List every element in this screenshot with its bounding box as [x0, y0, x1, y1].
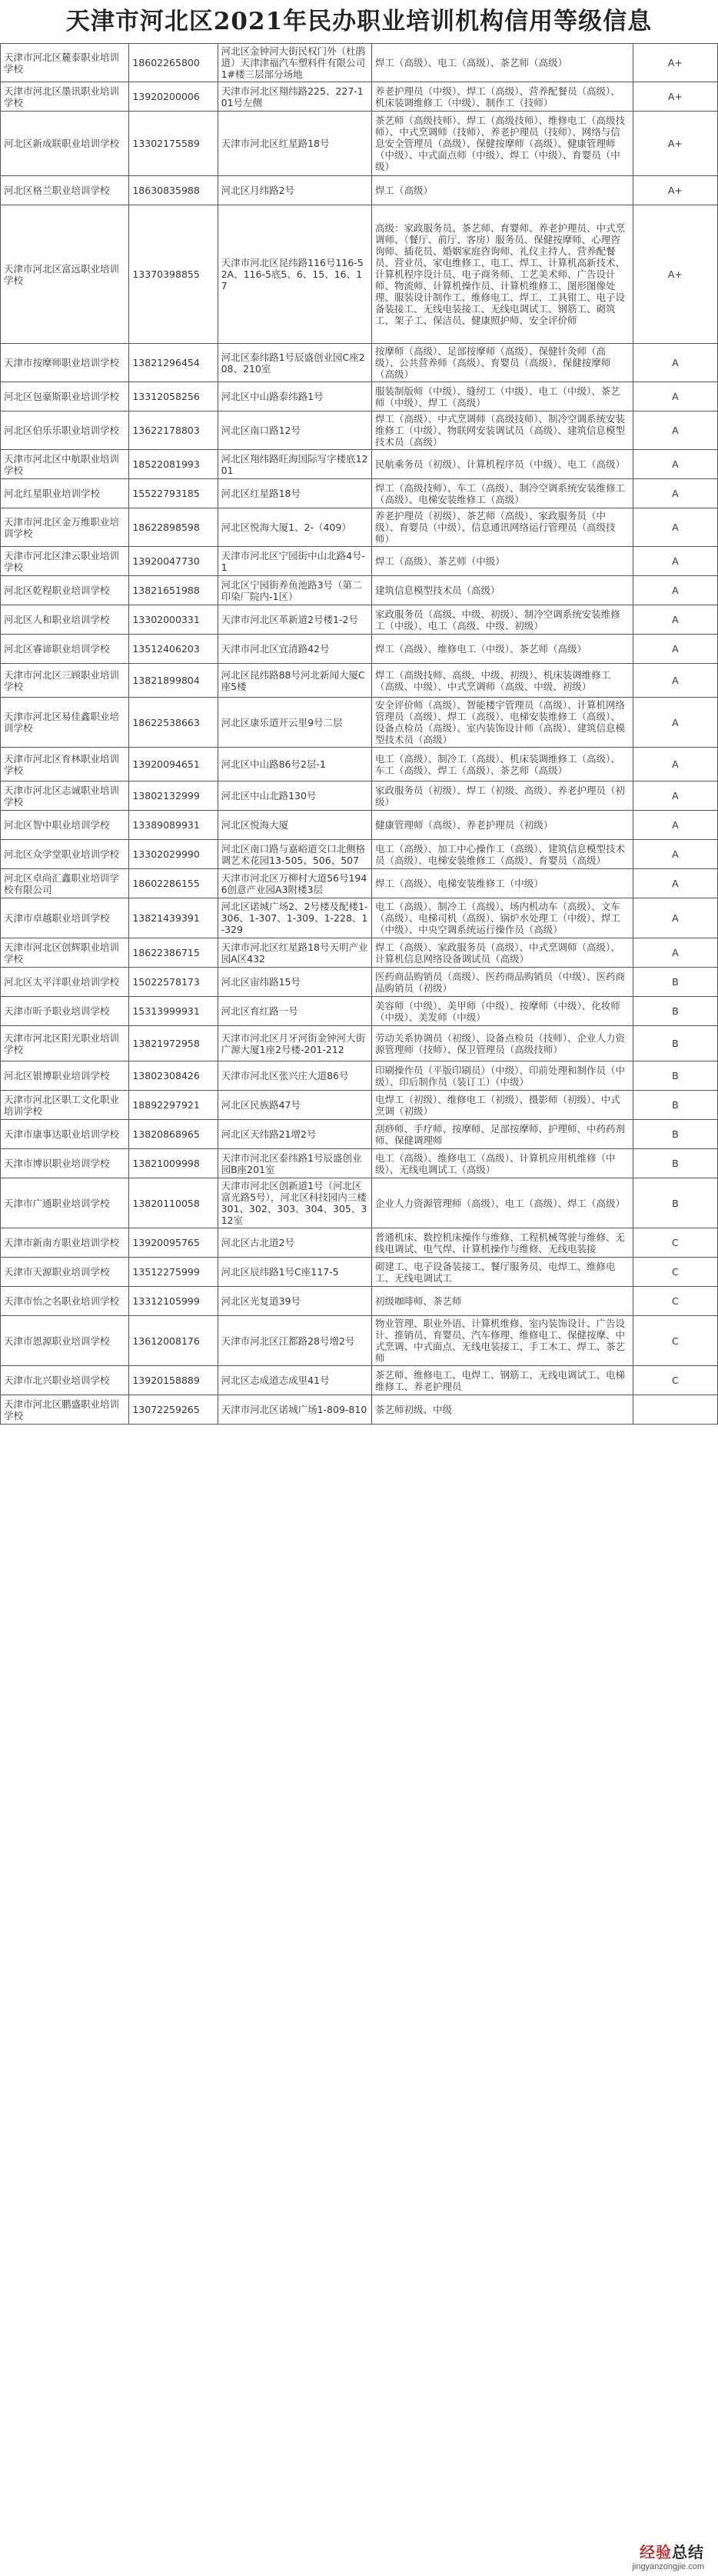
grade-cell: B [633, 1120, 717, 1149]
grade-cell: A [633, 664, 717, 698]
courses-cell: 服装制版师（中级）、缝纫工（中级）、电工（中级）、茶艺师（中级）、焊工（高级） [372, 382, 633, 412]
grade-cell: A [633, 840, 717, 869]
org-cell: 河北区包豪斯职业培训学校 [1, 382, 129, 412]
table-row [1, 997, 718, 1026]
grade-cell: A [633, 698, 717, 748]
org-cell: 天津市河北区育林职业培训学校 [1, 748, 129, 781]
courses-cell: 电工（高级）、制冷工（高级）、场内机动车（高级）、文车（高级）、电梯司机（高级）、锅炉水处理工（中级）、焊工（中级）、中央空调系统运行操作员（高级） [372, 898, 633, 938]
courses-cell: 焊工（高级）、家政服务员（高级）、中式烹调师（高级）、计算机信息网络设备调试员（高级） [372, 938, 633, 968]
courses-cell: 民航乘务员（初级）、计算机程序员（中级）、电工（高级） [372, 450, 633, 479]
grade-cell: A [633, 576, 717, 605]
phone-cell: 13920094651 [129, 748, 218, 781]
grade-cell: B [633, 1149, 717, 1178]
table-row [1, 1120, 718, 1149]
phone-cell: 13821296454 [129, 344, 218, 382]
address-cell: 河北区民族路47号 [218, 1091, 371, 1120]
phone-cell: 15522793185 [129, 479, 218, 508]
site-watermark [632, 2540, 704, 2571]
org-cell: 天津市河北区麓泰职业培训学校 [1, 44, 129, 82]
org-cell: 河北区太平洋职业培训学校 [1, 968, 129, 997]
org-cell: 天津市河北区志诚职业培训学校 [1, 781, 129, 811]
table-row [1, 1395, 718, 1425]
courses-cell: 美容师（中级）、美甲师（中级）、按摩师（中级）、化妆师（中级）、美发师（中级） [372, 997, 633, 1026]
org-cell: 天津市河北区鹏盛职业培训学校 [1, 1395, 129, 1425]
table-row [1, 811, 718, 840]
grade-cell: C [633, 1228, 717, 1258]
courses-cell: 印刷操作员（平版印刷员）（中级）、印前处理和制作员（中级）、印后制作员（装订工）（中级） [372, 1061, 633, 1091]
org-cell: 天津市河北区富远职业培训学校 [1, 205, 129, 344]
address-cell: 河北区宙纬路15号 [218, 968, 371, 997]
org-cell: 天津市河北区墨讯职业培训学校 [1, 82, 129, 112]
org-cell: 河北红星职业培训学校 [1, 479, 129, 508]
grade-cell: A [633, 898, 717, 938]
phone-cell: 13821651988 [129, 576, 218, 605]
courses-cell: 焊工（高级） [372, 176, 633, 205]
table-row [1, 748, 718, 781]
table-row [1, 1366, 718, 1395]
grade-cell: A+ [633, 112, 717, 176]
courses-cell: 养老护理员（初级）、茶艺师（高级）、家政服务员（中级）、育婴员（中级）、信息通讯网络运行管理员（高级技师） [372, 508, 633, 547]
address-cell: 天津市河北区红星路18号天明产业园A区432 [218, 938, 371, 968]
address-cell: 河北区中山北路130号 [218, 781, 371, 811]
table-row [1, 1316, 718, 1366]
courses-cell: 焊工（高级技师）、车工（高级）、制冷空调系统安装维修工（高级）、电梯安装维修工（高级） [372, 479, 633, 508]
table-row [1, 205, 718, 344]
address-cell: 天津市河北区革新道2号楼1-2号 [218, 605, 371, 635]
phone-cell: 18522081993 [129, 450, 218, 479]
table-row [1, 382, 718, 412]
address-cell: 河北区金钟河大街民权门外（杜鹃道）天津津福汽车塑料件有限公司1#楼三层部分场地 [218, 44, 371, 82]
phone-cell: 13622178803 [129, 412, 218, 450]
grade-cell: A [633, 605, 717, 635]
grade-cell: A [633, 344, 717, 382]
phone-cell: 13612008176 [129, 1316, 218, 1366]
phone-cell: 18602286155 [129, 869, 218, 898]
courses-cell: 砌建工、电子设备装接工、餐厅服务员、电焊工、维修电工、无线电调试工 [372, 1258, 633, 1287]
address-cell: 河北区红星路18号 [218, 479, 371, 508]
table-row [1, 547, 718, 576]
address-cell: 天津市河北区月牙河街金钟河大街广源大厦1座2号楼-201-212 [218, 1026, 371, 1061]
phone-cell: 13820868965 [129, 1120, 218, 1149]
org-cell: 天津市按摩师职业培训学校 [1, 344, 129, 382]
org-cell: 河北区众学堂职业培训学校 [1, 840, 129, 869]
grade-cell: B [633, 1061, 717, 1091]
courses-cell: 按摩师（高级）、足部按摩师（高级）、保健针灸师（高级）、公共营养师（高级）、育婴员（高级）、保健按摩师（高级） [372, 344, 633, 382]
address-cell: 河北区中山路86号2层-1 [218, 748, 371, 781]
phone-cell: 18622386715 [129, 938, 218, 968]
org-cell: 天津市河北区中航职业培训学校 [1, 450, 129, 479]
grade-cell: A [633, 869, 717, 898]
address-cell: 天津市河北区泰纬路1号辰盛创业园B座201室 [218, 1149, 371, 1178]
courses-cell: 电工（高级）、加工中心操作工（高级）、建筑信息模型技术员（高级）、电梯安装维修工（高级）、育婴员（高级） [372, 840, 633, 869]
table-row [1, 44, 718, 82]
address-cell: 河北区诺城广场2、2号楼及配楼1-306、1-307、1-309、1-228、1-329 [218, 898, 371, 938]
courses-cell: 焊工（高级）、茶艺师（中级） [372, 547, 633, 576]
table-row [1, 450, 718, 479]
table-row [1, 1091, 718, 1120]
table-row [1, 898, 718, 938]
address-cell: 河北区光复道39号 [218, 1287, 371, 1316]
phone-cell: 13302175589 [129, 112, 218, 176]
org-cell: 天津市怡之名职业培训学校 [1, 1287, 129, 1316]
table-row [1, 1149, 718, 1178]
address-cell: 河北区泰纬路1号辰盛创业园C座208、210室 [218, 344, 371, 382]
courses-cell: 焊工（高级）、电工（高级）、茶艺师（高级） [372, 44, 633, 82]
grade-cell: C [633, 1366, 717, 1395]
courses-cell: 劳动关系协调员（初级）、设备点检员（技师）、企业人力资源管理师（技师）、保卫管理员（高级技师） [372, 1026, 633, 1061]
table-row [1, 635, 718, 664]
phone-cell: 13920047730 [129, 547, 218, 576]
grade-cell: A [633, 635, 717, 664]
org-cell: 天津市河北区职工文化职业培训学校 [1, 1091, 129, 1120]
courses-cell: 焊工（高级）、维修电工（中级）、茶艺师（高级） [372, 635, 633, 664]
phone-cell: 18622898598 [129, 508, 218, 547]
address-cell: 河北区南口路与嘉峪道交口北侧格调艺术花园13-505、506、507 [218, 840, 371, 869]
phone-cell: 13312058256 [129, 382, 218, 412]
address-cell: 天津市河北区万柳村大道56号1946创意产业园A3附楼3层 [218, 869, 371, 898]
phone-cell: 13920095765 [129, 1228, 218, 1258]
courses-cell: 电工（高级）、维修电工（高级）、计算机应用机维修（中级）、无线电调试工（高级） [372, 1149, 633, 1178]
address-cell: 河北区南口路12号 [218, 412, 371, 450]
grade-cell: A [633, 811, 717, 840]
grade-cell: A [633, 938, 717, 968]
courses-cell: 物业管理、职业外语、计算机维修、室内装饰设计、广告设计、推销员、育婴员、汽车修理、维修电工、保健按摩、中式烹调、中式面点、无线电装接工、手工木工、焊工、茶艺师 [372, 1316, 633, 1366]
org-cell: 天津市恩源职业培训学校 [1, 1316, 129, 1366]
address-cell: 河北区中山路泰纬路1号 [218, 382, 371, 412]
phone-cell: 13920158889 [129, 1366, 218, 1395]
org-cell: 河北区银博职业培训学校 [1, 1061, 129, 1091]
phone-cell: 13512406203 [129, 635, 218, 664]
org-cell: 天津市昕予职业培训学校 [1, 997, 129, 1026]
table-row [1, 840, 718, 869]
courses-cell: 普通机床、数控机床操作与维修、工程机械驾驶与维修、无线电调试、电气焊、计算机操作与维修、无线电装接 [372, 1228, 633, 1258]
org-cell: 天津市河北区三顾职业培训学校 [1, 664, 129, 698]
org-cell: 天津市新南方职业培训学校 [1, 1228, 129, 1258]
table-row [1, 869, 718, 898]
table-row [1, 176, 718, 205]
org-cell: 河北区新成联职业培训学校 [1, 112, 129, 176]
courses-cell: 养老护理员（中级）、焊工（高级）、营养配餐员（高级）、机床装调维修工（中级）、制作工（技师） [372, 82, 633, 112]
grade-cell: A [633, 748, 717, 781]
phone-cell: 13072259265 [129, 1395, 218, 1425]
address-cell: 天津市河北区宜清路42号 [218, 635, 371, 664]
org-cell: 河北区伯乐乐职业培训学校 [1, 412, 129, 450]
courses-cell: 焊工（高级）、中式烹调师（高级技师）、制冷空调系统安装维修工（中级）、物联网安装调试员（高级）、建筑信息模型技术员（高级） [372, 412, 633, 450]
address-cell: 河北区翔纬路旺海国际写字楼底1201 [218, 450, 371, 479]
grade-cell: C [633, 1287, 717, 1316]
address-cell: 天津市河北区创新道1号（河北区富光路5号），河北区科技园内三楼301、302、303、304、305、312室 [218, 1178, 371, 1228]
org-cell: 河北区人和职业培训学校 [1, 605, 129, 635]
address-cell: 河北区悦海大厦 [218, 811, 371, 840]
phone-cell: 18622538663 [129, 698, 218, 748]
address-cell: 河北区宁园街养鱼池路3号（第二印染厂院内-1区） [218, 576, 371, 605]
grade-cell: A [633, 547, 717, 576]
org-cell: 天津市卓越职业培训学校 [1, 898, 129, 938]
table-row [1, 698, 718, 748]
page-title: 天津市河北区2021年民办职业培训机构信用等级信息 [65, 8, 653, 35]
grade-cell: B [633, 1026, 717, 1061]
phone-cell: 13820110058 [129, 1178, 218, 1228]
org-cell: 天津市广通职业培训学校 [1, 1178, 129, 1228]
courses-cell: 企业人力资源管理师（高级）、电工（高级）、焊工（高级） [372, 1178, 633, 1228]
address-cell: 天津市河北区红星路18号 [218, 112, 371, 176]
address-cell: 天津市河北区江都路28号增2号 [218, 1316, 371, 1366]
table-row [1, 1178, 718, 1228]
courses-cell: 电焊工（初级）、维修电工（初级）、摄影师（初级）、中式烹调（初级） [372, 1091, 633, 1120]
table-row [1, 968, 718, 997]
grade-cell: A [633, 479, 717, 508]
phone-cell: 13370398855 [129, 205, 218, 344]
table-row [1, 1228, 718, 1258]
org-cell: 河北区睿谛职业培训学校 [1, 635, 129, 664]
courses-cell: 医药商品购销员（高级）、医药商品购销员（中级）、医药商品购销员（初级） [372, 968, 633, 997]
phone-cell: 13802132999 [129, 781, 218, 811]
phone-cell: 13312105999 [129, 1287, 218, 1316]
table-row [1, 781, 718, 811]
address-cell: 天津市河北区昆纬路116号116-5 2A、116-5底5、6、15、16、17 [218, 205, 371, 344]
org-cell: 河北区智中职业培训学校 [1, 811, 129, 840]
table-row [1, 508, 718, 547]
grade-cell: B [633, 968, 717, 997]
grade-cell [633, 1395, 717, 1425]
address-cell: 河北区天纬路21增2号 [218, 1120, 371, 1149]
table-row [1, 938, 718, 968]
org-cell: 天津市河北区易佳鑫职业培训学校 [1, 698, 129, 748]
org-cell: 天津市河北区创辉职业培训学校 [1, 938, 129, 968]
address-cell: 河北区志成道志成里41号 [218, 1366, 371, 1395]
grade-cell: A [633, 412, 717, 450]
courses-cell: 初级咖啡师、茶艺师 [372, 1287, 633, 1316]
grade-cell: A+ [633, 205, 717, 344]
address-cell: 河北区古北道2号 [218, 1228, 371, 1258]
org-cell: 河北区卓尚汇鑫职业培训学校有限公司 [1, 869, 129, 898]
phone-cell: 13802308426 [129, 1061, 218, 1091]
table-row [1, 1026, 718, 1061]
table-row [1, 112, 718, 176]
address-cell: 天津市河北区张兴庄大道86号 [218, 1061, 371, 1091]
phone-cell: 13821972958 [129, 1026, 218, 1061]
courses-cell: 健康管理师（高级）、养老护理员（初级） [372, 811, 633, 840]
table-row [1, 1061, 718, 1091]
address-cell: 河北区昆纬路88号河北新闻大厦C座5楼 [218, 664, 371, 698]
phone-cell: 13389089931 [129, 811, 218, 840]
org-cell: 天津市河北区津云职业培训学校 [1, 547, 129, 576]
phone-cell: 13920200006 [129, 82, 218, 112]
grade-cell: A [633, 382, 717, 412]
courses-cell: 茶艺师初级、中级 [372, 1395, 633, 1425]
org-cell: 天津市博识职业培训学校 [1, 1149, 129, 1178]
grade-cell: A [633, 450, 717, 479]
phone-cell: 18892297921 [129, 1091, 218, 1120]
org-cell: 天津市天源职业培训学校 [1, 1258, 129, 1287]
courses-cell: 焊工（高级）、电梯安装维修工（中级） [372, 869, 633, 898]
org-cell: 河北区乾程职业培训学校 [1, 576, 129, 605]
table-row [1, 605, 718, 635]
watermark-url: jingyanzongjie.com [632, 2562, 704, 2571]
grade-cell: A [633, 508, 717, 547]
table-row [1, 479, 718, 508]
credit-table [0, 43, 718, 1425]
address-cell: 河北区育红路一号 [218, 997, 371, 1026]
org-cell: 天津市北兴职业培训学校 [1, 1366, 129, 1395]
phone-cell: 13302029990 [129, 840, 218, 869]
grade-cell: A+ [633, 82, 717, 112]
phone-cell: 13512275999 [129, 1258, 218, 1287]
phone-cell: 13821009998 [129, 1149, 218, 1178]
grade-cell: B [633, 1091, 717, 1120]
courses-cell: 家政服务员（高级、中级、初级）、制冷空调系统安装维修工（中级）、电工（高级、中级、初级） [372, 605, 633, 635]
watermark-logo: 经验总结 [640, 2543, 704, 2561]
phone-cell: 15313999931 [129, 997, 218, 1026]
org-cell: 天津市河北区阳光职业培训学校 [1, 1026, 129, 1061]
phone-cell: 15022578173 [129, 968, 218, 997]
courses-cell: 安全评价师（高级）、智能楼宇管理员（高级）、计算机网络管理员（高级）、焊工（高级）、电梯安装维修工（高级）、设备点检员（高级）、室内装饰设计师（高级）、建筑信息模型技术员（高级） [372, 698, 633, 748]
courses-cell: 家政服务员（初级）、焊工（初级、高级）、养老护理员（初级） [372, 781, 633, 811]
phone-cell: 13302000331 [129, 605, 218, 635]
grade-cell: B [633, 1178, 717, 1228]
table-row [1, 82, 718, 112]
table-row [1, 344, 718, 382]
courses-cell: 刮痧师、手疗师、按摩师、足部按摩师、护理师、中药药剂师、保健调理师 [372, 1120, 633, 1149]
courses-cell: 建筑信息模型技术员（高级） [372, 576, 633, 605]
org-cell: 天津市河北区金万维职业培训学校 [1, 508, 129, 547]
table-row [1, 1287, 718, 1316]
grade-cell: B [633, 997, 717, 1026]
org-cell: 河北区格兰职业培训学校 [1, 176, 129, 205]
table-row [1, 576, 718, 605]
grade-cell: A [633, 781, 717, 811]
phone-cell: 18602265800 [129, 44, 218, 82]
address-cell: 河北区月纬路2号 [218, 176, 371, 205]
address-cell: 天津市河北区翔纬路225、227-101号左侧 [218, 82, 371, 112]
table-row [1, 664, 718, 698]
grade-cell: A+ [633, 176, 717, 205]
address-cell: 河北区康乐道开云里9号二层 [218, 698, 371, 748]
courses-cell: 茶艺师、维修电工、电焊工、钢筋工、无线电调试工、电梯维修工、养老护理员 [372, 1366, 633, 1395]
phone-cell: 18630835988 [129, 176, 218, 205]
table-row [1, 1258, 718, 1287]
address-cell: 天津市河北区宁园街中山北路4号-1 [218, 547, 371, 576]
table-row [1, 412, 718, 450]
courses-cell: 焊工（高级技师、高级、中级、初级）、机床装调维修工（高级、中级）、中式烹调师（高级、中级、初级） [372, 664, 633, 698]
grade-cell: A+ [633, 44, 717, 82]
address-cell: 天津市河北区诺城广场1-809-810 [218, 1395, 371, 1425]
phone-cell: 13821439391 [129, 898, 218, 938]
phone-cell: 13821899804 [129, 664, 218, 698]
courses-cell: 茶艺师（高级技师）、焊工（高级技师）、维修电工（高级技师）、中式烹调师（技师）、养老护理员（技师）、网络与信息安全管理员（高级）、保健按摩师（高级）、健康管理师（中级）、中式面点师（中级）、焊工（中级）、育婴员（中级） [372, 112, 633, 176]
address-cell: 河北区悦海大厦1、2-（409） [218, 508, 371, 547]
grade-cell: C [633, 1316, 717, 1366]
courses-cell: 电工（高级）、制冷工（高级）、机床装调维修工（高级）、车工（高级）、焊工（高级）、茶艺师（高级） [372, 748, 633, 781]
org-cell: 天津市康事达职业培训学校 [1, 1120, 129, 1149]
address-cell: 河北区辰纬路1号C座117-5 [218, 1258, 371, 1287]
courses-cell: 高级：家政服务员、茶艺师、育婴师、养老护理员、中式烹调师、（餐厅、前厅、客房）服务员、保健按摩师、心理咨询师、插花员、婚姻家庭咨询师、礼仪主持人、营养配餐员、营业员、家电维修工、电工、焊工、计算机高新技术、计算机程序设计员、电子商务师、工艺美术师、广告设计师、物流师、计算机操作员、计算机维修工、图形图像处理、服装设计制作工、维修电工、焊工、工具钳工、电子设备装接工、无线电装接工、无线电调试工、钢筋工、砌筑工、架子工、保洁员、健康照护师、安全评价师 [372, 205, 633, 344]
grade-cell: C [633, 1258, 717, 1287]
